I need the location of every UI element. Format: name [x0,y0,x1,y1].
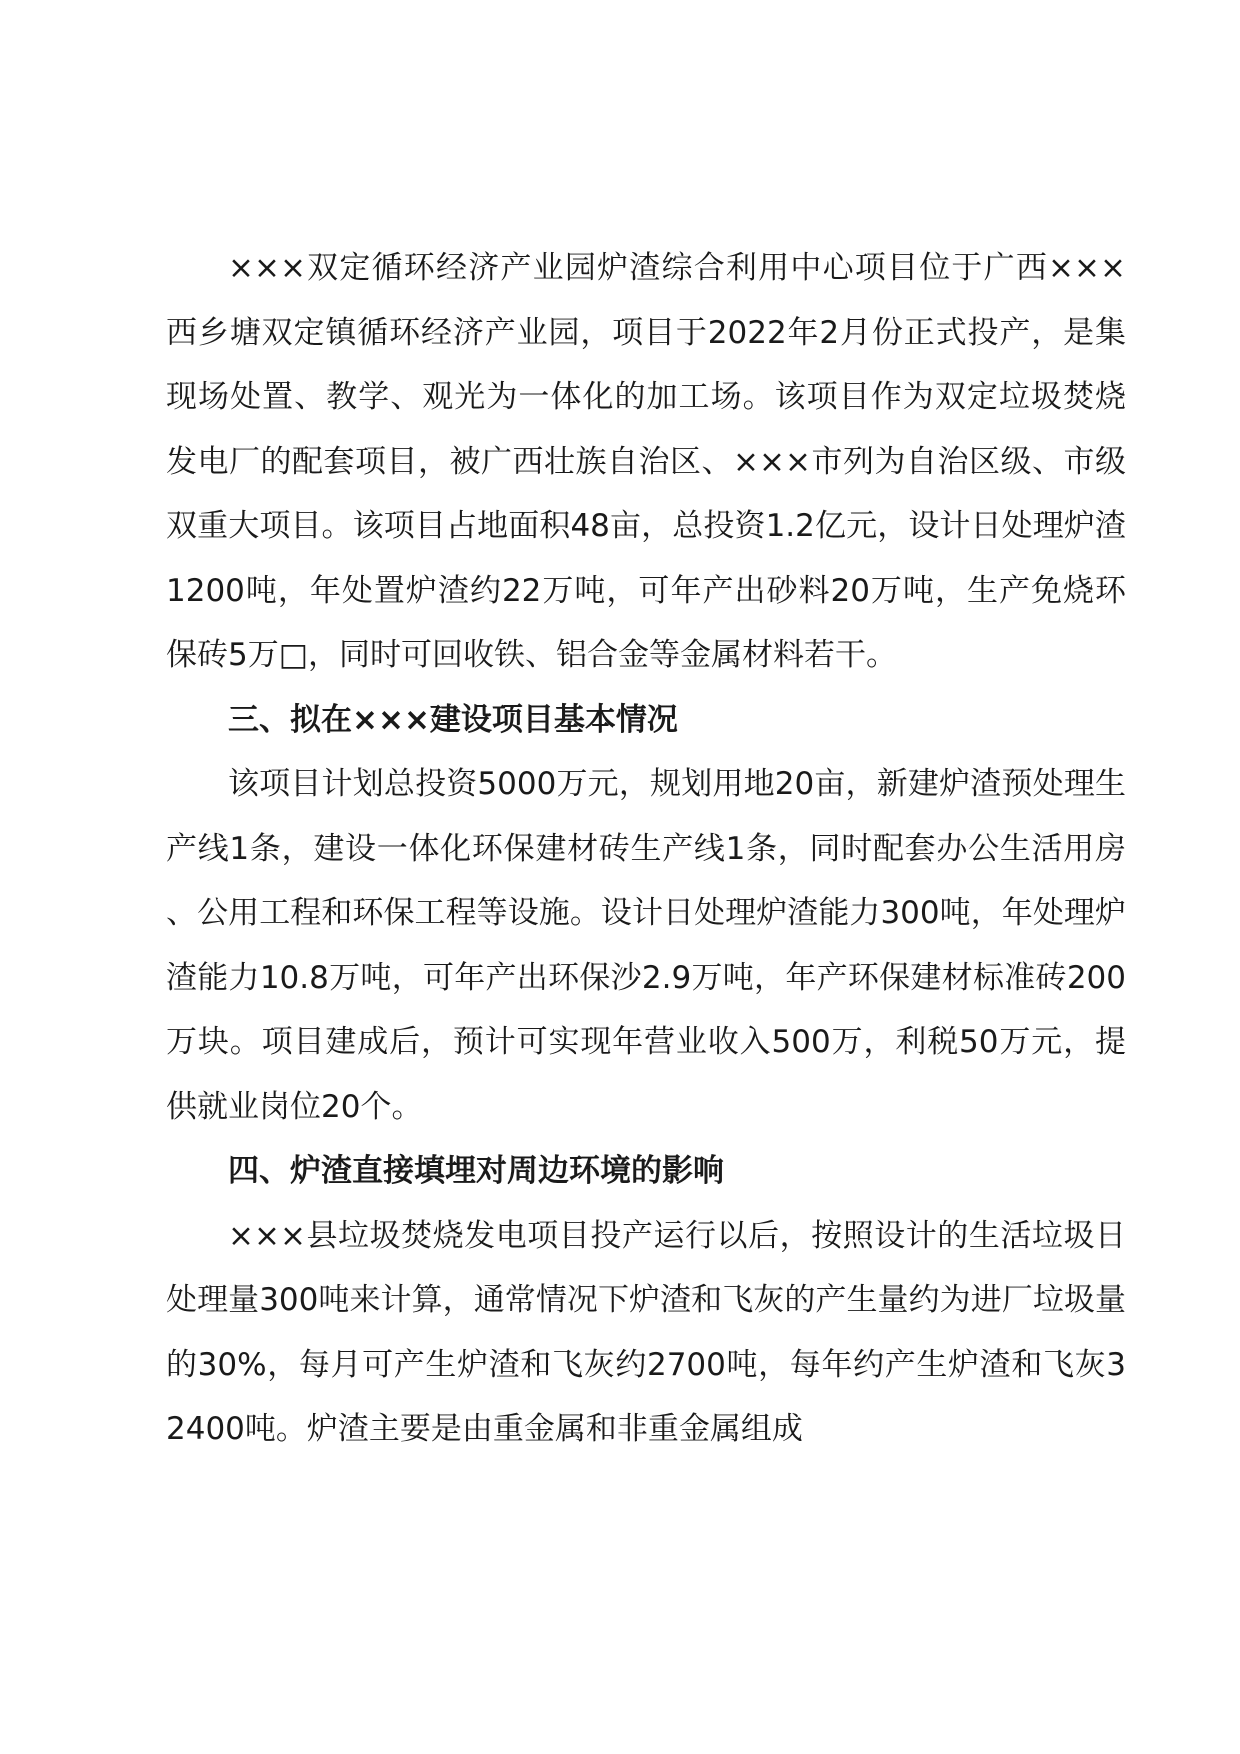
document-body [166,236,1126,1462]
section-heading-three: 三、拟在×××建设项目基本情况 [228,701,678,738]
paragraph-planned-project: 该项目计划总投资5000万元，规划用地20亩，新建炉渣预处理生产线1条，建设一体化环保建材砖生产线1条，同时配套办公生活用房、公用工程和环保工程等设施。设计日处理炉渣能力300吨，年处理炉渣能力10.8万吨，可年产出环保沙2.9万吨，年产环保建材标准砖200万块。项目建成后，预计可实现年营业收入500万，利税50万元，提供就业岗位20个。 [166,766,1126,1125]
paragraph-project-overview: ×××双定循环经济产业园炉渣综合利用中心项目位于广西×××西乡塘双定镇循环经济产业园，项目于2022年2月份正式投产，是集现场处置、教学、观光为一体化的加工场。该项目作为双定垃圾焚烧发电厂的配套项目，被广西壮族自治区、×××市列为自治区级、市级双重大项目。该项目占地面积48亩，总投资1.2亿元，设计日处理炉渣1200吨，年处置炉渣约22万吨，可年产出砂料20万吨，生产免烧环保砖5万□，同时可回收铁、铝合金等金属材料若干。 [166,250,1126,673]
paragraph-environmental-impact: ×××县垃圾焚烧发电项目投产运行以后，按照设计的生活垃圾日处理量300吨来计算，通常情况下炉渣和飞灰的产生量约为进厂垃圾量的30%，每月可产生炉渣和飞灰约2700吨，每年约产生炉渣和飞灰32400吨。炉渣主要是由重金属和非重金属组成 [166,1217,1126,1447]
section-heading-four: 四、炉渣直接填埋对周边环境的影响 [228,1153,724,1189]
